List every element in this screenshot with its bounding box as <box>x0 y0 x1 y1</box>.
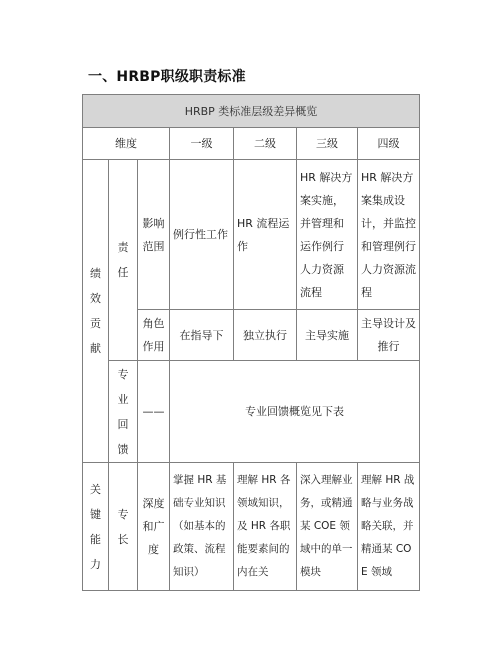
header-level2: 二级 <box>234 128 297 160</box>
page-title: 一、HRBP职级职责标准 <box>88 69 246 85</box>
header-dimension: 维度 <box>83 128 170 160</box>
row-group-capability <box>83 463 109 591</box>
role-level4: 主导设计及推行 <box>358 310 420 361</box>
role-level2: 独立执行 <box>234 310 297 361</box>
row-group-performance <box>83 160 109 463</box>
header-level4: 四级 <box>358 128 420 160</box>
scope-level3: HR 解决方案实施，并管理和运作例行人力资源流程 <box>297 160 358 310</box>
specialty-level3: 深入理解业务，或精通某 COE 领域中的单一模块 <box>297 463 358 591</box>
capability-label: 关键能力 <box>90 482 101 571</box>
performance-label: 绩效贡献 <box>90 267 101 355</box>
scope-label: 影响范围 <box>138 160 170 310</box>
scope-level2: HR 流程运作 <box>234 160 297 310</box>
row-feedback <box>109 361 138 463</box>
table-caption: HRBP 类标准层级差异概览 <box>83 95 420 128</box>
specialty-level1: 掌握 HR 基础专业知识（如基本的政策、流程知识） <box>170 463 234 591</box>
feedback-text: 专业回馈概览见下表 <box>170 361 420 463</box>
specialty-level2: 理解 HR 各领域知识，及 HR 各职能要素间的内在关 <box>234 463 297 591</box>
feedback-label: 专业回馈 <box>117 367 129 456</box>
header-level3: 三级 <box>297 128 358 160</box>
header-level1: 一级 <box>170 128 234 160</box>
role-label: 角色作用 <box>138 310 170 361</box>
specialty-level4: 理解 HR 战略与业务战略关联，并精通某 COE 领域 <box>358 463 420 591</box>
row-specialty <box>109 463 138 591</box>
responsibility-label: 责任 <box>117 241 129 279</box>
role-level3: 主导实施 <box>297 310 358 361</box>
scope-level1: 例行性工作 <box>170 160 234 310</box>
specialty-label: 专长 <box>117 507 129 546</box>
specialty-sub: 深度和广度 <box>138 463 170 591</box>
row-responsibility <box>109 160 138 361</box>
feedback-sub: —— <box>138 361 170 463</box>
hrbp-level-table <box>82 94 420 591</box>
role-level1: 在指导下 <box>170 310 234 361</box>
scope-level4: HR 解决方案集成设计，并监控和管理例行人力资源流程 <box>358 160 420 310</box>
